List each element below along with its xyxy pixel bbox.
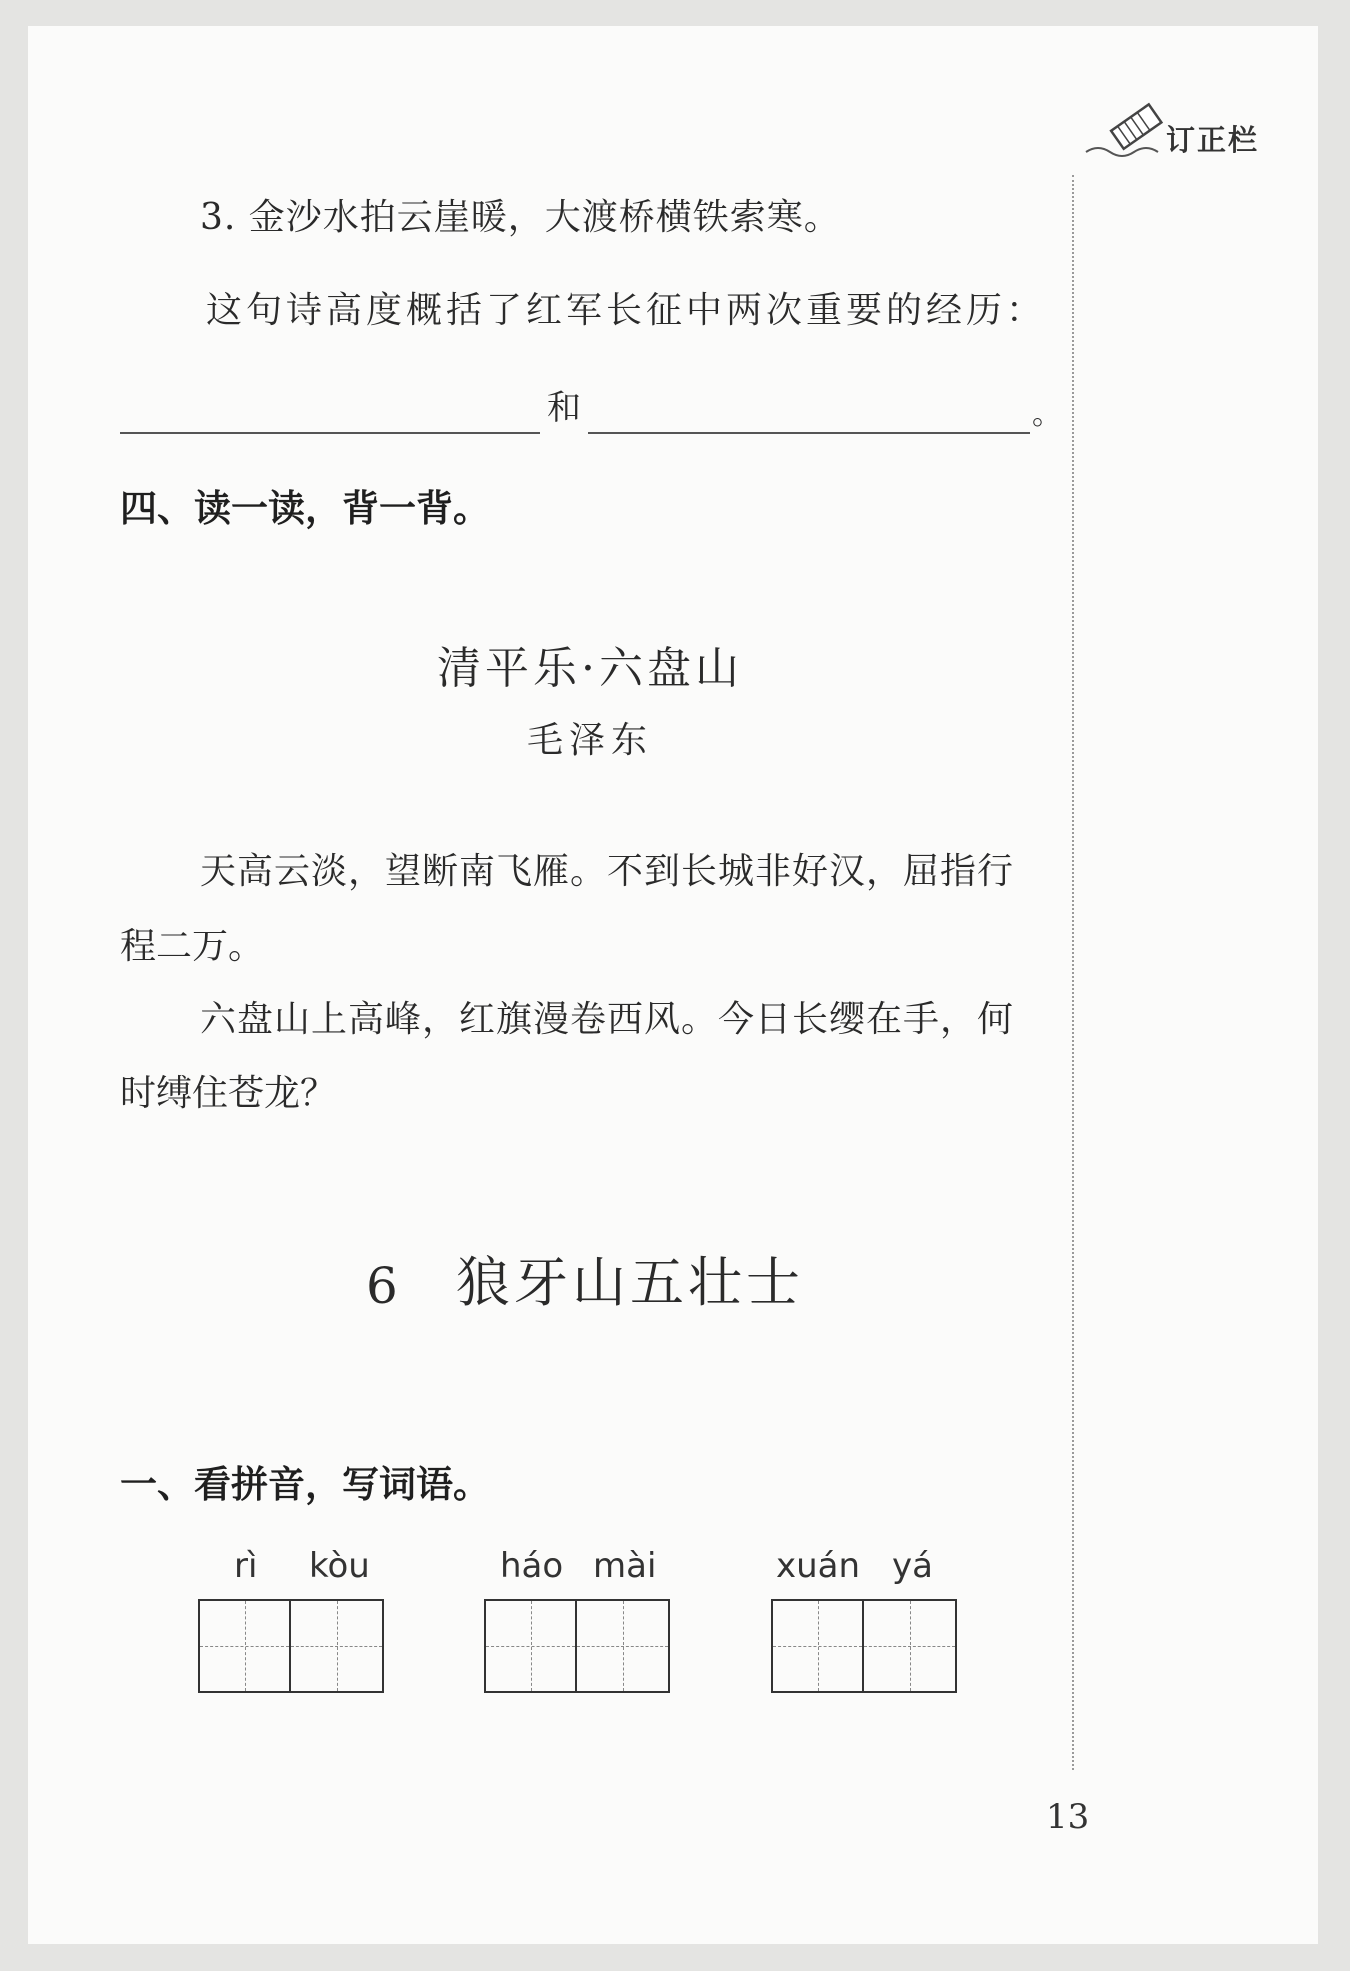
writing-box-word-3[interactable] <box>771 1599 957 1693</box>
poem-title: 清平乐·六盘山 <box>437 643 743 694</box>
pinyin-word-2-syllable-2: mài <box>593 1546 657 1586</box>
poem-line-1: 天高云淡，望断南飞雁。不到长城非好汉，屈指行 <box>200 851 1015 892</box>
question-3-text: 3. 金沙水拍云崖暖，大渡桥横铁索寒。 <box>200 197 841 238</box>
writing-cell[interactable] <box>577 1601 668 1691</box>
pinyin-word-3-syllable-2: yá <box>892 1546 933 1586</box>
correction-column-header <box>1084 78 1306 168</box>
end-punctuation: 。 <box>1032 397 1062 432</box>
answer-blank-2[interactable] <box>588 432 1030 434</box>
poem-line-4: 时缚住苍龙？ <box>120 1073 337 1114</box>
answer-blank-1[interactable] <box>120 432 540 434</box>
lesson-number: 6 <box>366 1257 398 1315</box>
lesson-title: 狼牙山五壮士 <box>456 1251 804 1314</box>
writing-box-word-2[interactable] <box>484 1599 670 1693</box>
writing-cell[interactable] <box>200 1601 291 1691</box>
writing-cell[interactable] <box>291 1601 382 1691</box>
writing-cell[interactable] <box>486 1601 577 1691</box>
writing-cell[interactable] <box>773 1601 864 1691</box>
pinyin-word-2-syllable-1: háo <box>500 1546 564 1586</box>
poem-line-2: 程二万。 <box>120 926 265 967</box>
question-3-prompt: 这句诗高度概括了红军长征中两次重要的经历： <box>206 290 1047 331</box>
page-number: 13 <box>1046 1797 1090 1837</box>
poem-line-3: 六盘山上高峰，红旗漫卷西风。今日长缨在手，何 <box>200 999 1015 1040</box>
pinyin-word-1-syllable-1: rì <box>234 1546 258 1586</box>
section-1-heading: 一、看拼音，写词语。 <box>120 1463 490 1506</box>
pinyin-word-3-syllable-1: xuán <box>776 1546 861 1586</box>
writing-box-word-1[interactable] <box>198 1599 384 1693</box>
correction-column-divider <box>1072 175 1074 1770</box>
writing-cell[interactable] <box>864 1601 955 1691</box>
poem-author: 毛泽东 <box>526 720 653 761</box>
section-4-heading: 四、读一读，背一背。 <box>120 487 490 530</box>
connector-word: 和 <box>547 388 581 428</box>
pinyin-word-1-syllable-2: kòu <box>309 1546 370 1586</box>
correction-column-label: 订正栏 <box>1166 123 1260 157</box>
